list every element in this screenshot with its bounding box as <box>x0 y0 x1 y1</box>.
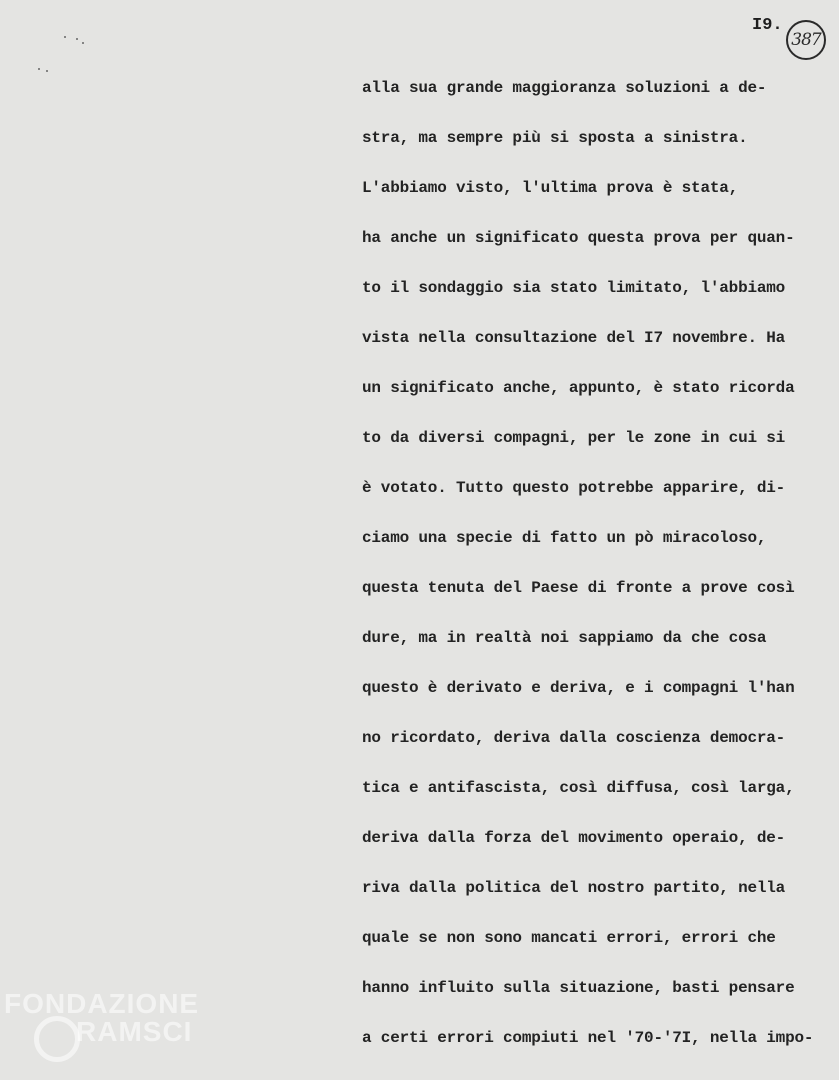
typewritten-body <box>362 70 832 1070</box>
archive-stamp-number: 387 <box>786 20 826 60</box>
watermark-logo-icon <box>34 1016 80 1062</box>
speck <box>64 36 66 38</box>
text-line: ha anche un significato questa prova per quan- <box>362 229 795 247</box>
text-line: no ricordato, deriva dalla coscienza democra- <box>362 729 786 747</box>
text-line: questo è derivato e deriva, e i compagni l'han <box>362 679 795 697</box>
text-line: dure, ma in realtà noi sappiamo da che cosa <box>362 629 767 647</box>
text-line: to da diversi compagni, per le zone in cui si <box>362 429 786 447</box>
text-line: è votato. Tutto questo potrebbe apparire, di- <box>362 479 786 497</box>
text-line: deriva dalla forza del movimento operaio, de- <box>362 829 786 847</box>
fondazione-gramsci-watermark <box>4 986 234 1076</box>
speck <box>82 42 84 44</box>
text-line: a certi errori compiuti nel '70-'7I, nella impo- <box>362 1029 814 1047</box>
text-line: hanno influito sulla situazione, basti pensare <box>362 979 795 997</box>
text-line: stra, ma sempre più si sposta a sinistra. <box>362 129 748 147</box>
text-line: questa tenuta del Paese di fronte a prove così <box>362 579 795 597</box>
paper-specks <box>38 32 98 72</box>
text-line: tica e antifascista, così diffusa, così larga, <box>362 779 795 797</box>
text-line: to il sondaggio sia stato limitato, l'abbiamo <box>362 279 786 297</box>
text-line: ciamo una specie di fatto un pò miracoloso, <box>362 529 767 547</box>
speck <box>38 68 40 70</box>
text-line: un significato anche, appunto, è stato ricorda <box>362 379 795 397</box>
speck <box>46 70 48 72</box>
watermark-line1: FONDAZIONE <box>4 988 200 1019</box>
text-line: L'abbiamo visto, l'ultima prova è stata, <box>362 179 748 197</box>
speck <box>76 38 78 40</box>
text-line: quale se non sono mancati errori, errori che <box>362 929 776 947</box>
watermark-line2: RAMSCI <box>76 1016 193 1047</box>
page-number: I9. <box>752 16 783 35</box>
text-line: alla sua grande maggioranza soluzioni a de- <box>362 79 767 97</box>
text-line: vista nella consultazione del I7 novembre. Ha <box>362 329 786 347</box>
text-line: riva dalla politica del nostro partito, nella <box>362 879 786 897</box>
